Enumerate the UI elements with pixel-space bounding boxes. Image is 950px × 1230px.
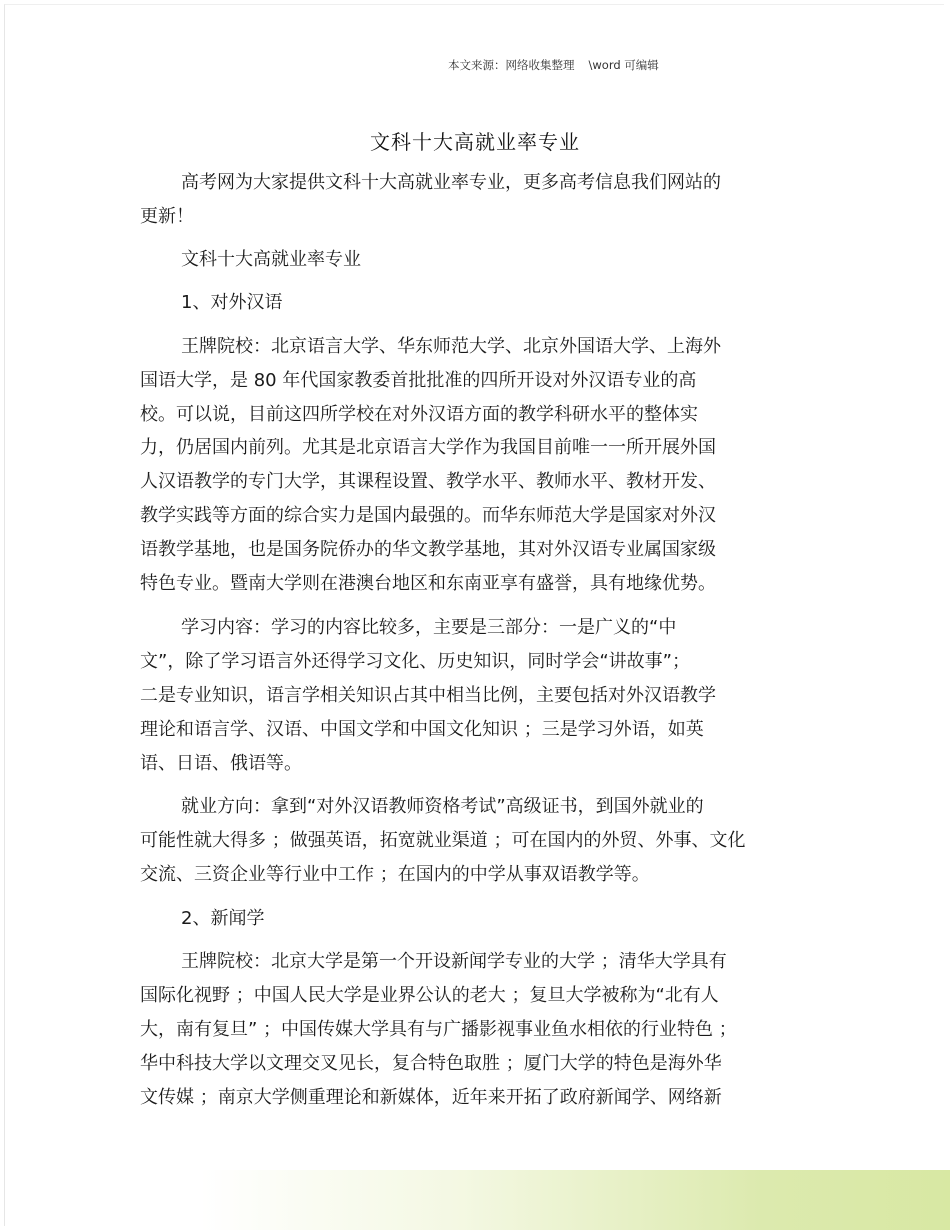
paragraph-line: 学习内容：学习的内容比较多，主要是三部分：一是广义的“中: [181, 617, 677, 638]
paragraph-line: 国际化视野 ；中国人民大学是业界公认的老大 ；复旦大学被称为“北有人: [140, 985, 719, 1006]
paragraph-line: 大，南有复旦” ；中国传媒大学具有与广播影视事业鱼水相依的行业特色 ；: [140, 1019, 737, 1040]
header-source: 本文来源：网络收集整理: [448, 58, 575, 72]
paragraph-line: 高考网为大家提供文科十大高就业率专业，更多高考信息我们网站的: [181, 172, 721, 193]
paragraph-line: 华中科技大学以文理交叉见长，复合特色取胜 ；厦门大学的特色是海外华: [140, 1053, 722, 1074]
paragraph-line: 二是专业知识，语言学相关知识占其中相当比例，主要包括对外汉语教学: [140, 685, 716, 706]
bottom-decoration: [200, 1170, 950, 1230]
paragraph-line: 国语大学，是 80 年代国家教委首批批准的四所开设对外汉语专业的高: [140, 370, 697, 391]
document-title: 文科十大高就业率专业: [370, 130, 580, 154]
paragraph-line: 理论和语言学、汉语、中国文学和中国文化知识 ；三是学习外语，如英: [140, 719, 704, 740]
paragraph-line: 教学实践等方面的综合实力是国内最强的。而华东师范大学是国家对外汉: [140, 505, 716, 526]
paragraph-line: 语、日语、俄语等。: [140, 753, 302, 774]
paragraph-line: 校。可以说，目前这四所学校在对外汉语方面的教学科研水平的整体实: [140, 404, 698, 425]
paragraph-line: 王牌院校：北京语言大学、华东师范大学、北京外国语大学、上海外: [181, 336, 721, 357]
header-editable: \word 可编辑: [588, 58, 659, 72]
paragraph-line: 文传媒 ；南京大学侧重理论和新媒体，近年来开拓了政府新闻学、网络新: [140, 1087, 722, 1108]
section-heading: 2、新闻学: [181, 908, 265, 929]
paragraph-line: 就业方向：拿到“对外汉语教师资格考试”高级证书，到国外就业的: [181, 796, 704, 817]
paragraph-line: 更新！: [140, 206, 194, 227]
paragraph-line: 可能性就大得多 ；做强英语，拓宽就业渠道 ；可在国内的外贸、外事、文化: [140, 830, 746, 851]
paragraph-line: 人汉语教学的专门大学，其课程设置、教学水平、教师水平、教材开发、: [140, 471, 716, 492]
paragraph-line: 文”，除了学习语言外还得学习文化、历史知识，同时学会“讲故事”；: [140, 651, 690, 672]
section-heading: 1、对外汉语: [181, 292, 283, 313]
paragraph-line: 王牌院校：北京大学是第一个开设新闻学专业的大学 ；清华大学具有: [181, 951, 727, 972]
paragraph-line: 特色专业。暨南大学则在港澳台地区和东南亚享有盛誉，具有地缘优势。: [140, 573, 716, 594]
paragraph-line: 力，仍居国内前列。尤其是北京语言大学作为我国目前唯一一所开展外国: [140, 437, 716, 458]
section-heading: 文科十大高就业率专业: [181, 249, 361, 270]
paragraph-line: 语教学基地，也是国务院侨办的华文教学基地，其对外汉语专业属国家级: [140, 539, 716, 560]
paragraph-line: 交流、三资企业等行业中工作 ；在国内的中学从事双语教学等。: [140, 864, 650, 885]
header-note: [448, 57, 659, 73]
